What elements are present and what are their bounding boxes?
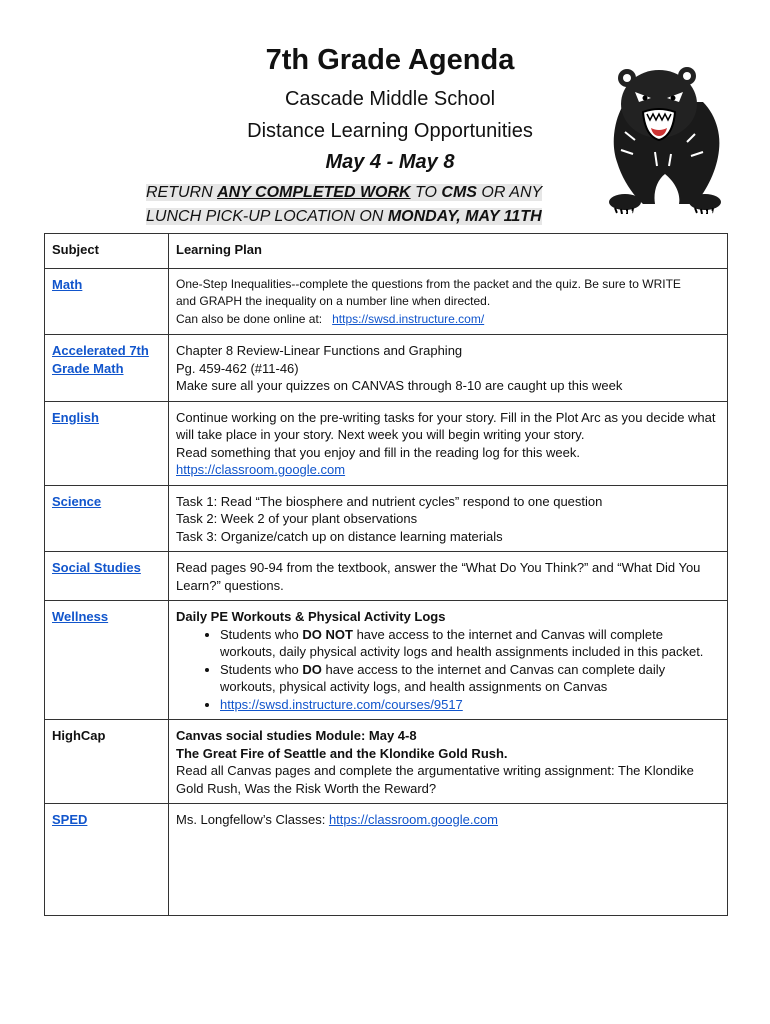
wellness-heading: Daily PE Workouts & Physical Activity Logs — [176, 609, 446, 624]
table-row-math — [45, 268, 728, 335]
english-line-1: Continue working on the pre-writing tasks for your story. Fill in the Plot Arc as you decide what will take place in your story. Next week you will begin writing your story. — [176, 409, 716, 442]
math-line-1: One-Step Inequalities--complete the questions from the packet and the quiz. Be sure to WRITE — [176, 276, 681, 291]
wellness-course-link[interactable]: https://swsd.instructure.com/courses/9517 — [220, 696, 463, 712]
subject-link-wellness[interactable]: Wellness — [52, 609, 109, 624]
subject-link-accelerated-math[interactable]: Accelerated 7th Grade Math — [52, 343, 149, 376]
science-task-3: Task 3: Organize/catch up on distance learning materials — [176, 528, 503, 544]
plan-highcap — [169, 720, 728, 804]
subject-link-science[interactable]: Science — [52, 493, 102, 509]
column-header-subject: Subject — [45, 234, 169, 269]
date-range: May 4 - May 8 — [325, 151, 455, 173]
subject-link-social-studies[interactable]: Social Studies — [52, 560, 141, 575]
subject-link-sped[interactable]: SPED — [52, 812, 88, 827]
math-line-3: Can also be done online at: — [176, 311, 323, 326]
plan-math — [169, 268, 728, 335]
highcap-line-2: The Great Fire of Seattle and the Klondike Gold Rush. — [176, 745, 508, 761]
school-name: Cascade Middle School — [284, 88, 496, 110]
plan-science — [169, 485, 728, 552]
bear-mascot-icon — [595, 62, 730, 214]
subject-highcap: HighCap — [45, 720, 169, 804]
table-row-science — [45, 485, 728, 552]
wellness-list — [176, 626, 721, 714]
math-line-2: and GRAPH the inequality on a number line when directed. — [176, 294, 491, 308]
table-header-row — [45, 234, 728, 269]
table-row-sped — [45, 804, 728, 916]
notice-text-1: RETURN — [146, 184, 218, 201]
subject-link-english[interactable]: English — [52, 409, 99, 425]
sped-classroom-link[interactable]: https://classroom.google.com — [328, 812, 499, 827]
notice-emphasis: ANY COMPLETED WORK — [217, 184, 411, 201]
page-title: 7th Grade Agenda — [265, 44, 515, 76]
highcap-line-3: Read all Canvas pages and complete the argumentative writing assignment: The Klondike Gold Rush, Was the Risk Worth the Reward? — [176, 763, 694, 796]
return-notice — [146, 181, 596, 229]
list-item: • Students who DO have access to the internet and Canvas can complete daily workouts, physical activity logs, and health assignments on Canvas — [220, 661, 721, 696]
plan-accelerated-math — [169, 335, 728, 402]
english-classroom-link[interactable]: https://classroom.google.com — [176, 462, 346, 477]
plan-sped — [169, 804, 728, 916]
notice-deadline: MONDAY, MAY 11TH — [387, 208, 542, 225]
table-row-wellness — [45, 601, 728, 720]
accel-line-3: Make sure all your quizzes on CANVAS through 8-10 are caught up this week — [176, 378, 623, 393]
science-task-2: Task 2: Week 2 of your plant observations — [176, 511, 418, 526]
science-task-1: Task 1: Read “The biosphere and nutrient cycles” respond to one question — [176, 493, 603, 509]
highcap-line-1: Canvas social studies Module: May 4-8 — [176, 728, 417, 743]
notice-text-2: TO — [410, 184, 442, 201]
list-item — [220, 696, 721, 714]
subject-link-math[interactable]: Math — [52, 276, 83, 292]
notice-text-4: LUNCH PICK-UP LOCATION ON — [146, 208, 388, 225]
table-row-accelerated-math — [45, 335, 728, 402]
plan-english — [169, 401, 728, 485]
notice-text-3: OR ANY — [476, 184, 543, 201]
plan-social-studies: Read pages 90-94 from the textbook, answer the “What Do You Think?” and “What Did You Learn?” questions. — [169, 552, 728, 601]
table-row-social-studies — [45, 552, 728, 601]
table-row-highcap — [45, 720, 728, 804]
notice-cms: CMS — [441, 184, 477, 201]
table-row-english — [45, 401, 728, 485]
accel-line-1: Chapter 8 Review-Linear Functions and Graphing — [176, 343, 463, 358]
sped-text: Ms. Longfellow’s Classes: — [176, 812, 329, 827]
page-subtitle: Distance Learning Opportunities — [247, 120, 533, 142]
plan-wellness — [169, 601, 728, 720]
math-canvas-link[interactable]: https://swsd.instructure.com/ — [332, 311, 485, 326]
accel-line-2: Pg. 459-462 (#11-46) — [176, 360, 299, 376]
list-item: • Students who DO NOT have access to the internet and Canvas will complete workouts, daily physical activity logs and health assignments included in this packet. — [220, 626, 721, 661]
header — [0, 0, 770, 235]
column-header-learning-plan: Learning Plan — [169, 234, 728, 269]
learning-plan-table — [44, 233, 728, 916]
english-line-2: Read something that you enjoy and fill in the reading log for this week. — [176, 444, 580, 460]
